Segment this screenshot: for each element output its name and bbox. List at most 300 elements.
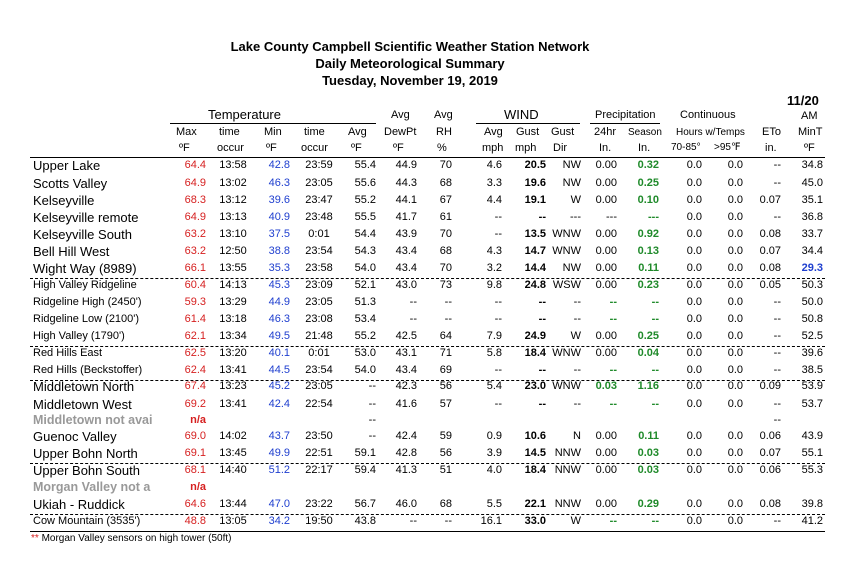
cell-mint: 53.7 <box>801 398 823 410</box>
station-name: Ridgeline High (2450') <box>33 296 142 308</box>
cell-h95: 0.0 <box>727 262 743 274</box>
cell-rh: 56 <box>439 447 452 459</box>
cell-season: 0.25 <box>637 330 659 342</box>
cell-rh: 70 <box>439 262 452 274</box>
cell-mint: 50.3 <box>801 279 823 291</box>
cell-wavg: 4.6 <box>486 159 502 171</box>
cell-dew: -- <box>409 313 417 325</box>
cell-rh: 73 <box>439 279 452 291</box>
cell-h95: 0.0 <box>727 380 743 392</box>
station-name: Ridgeline Low (2100') <box>33 313 140 325</box>
cell-season: -- <box>651 296 659 308</box>
table-row <box>0 479 860 496</box>
unit-gust: mph <box>515 142 537 154</box>
cell-wavg: 9.8 <box>486 279 502 291</box>
cell-max: 64.6 <box>184 498 206 510</box>
col-24hr: 24hr <box>594 126 617 138</box>
cell-tmin: 23:09 <box>305 279 333 291</box>
cell-tmax: 13:58 <box>219 159 247 171</box>
col-wind-avg: Avg <box>484 126 503 138</box>
cell-min: 42.4 <box>268 398 290 410</box>
cell-h95: 0.0 <box>727 279 743 291</box>
cell-tmin: 23:54 <box>305 245 333 257</box>
station-name: Cow Mountain (3535') <box>33 515 141 527</box>
unit-time-max: occur <box>217 142 244 154</box>
table-row <box>0 260 860 277</box>
col-time-max: time <box>219 126 240 138</box>
table-row <box>0 311 860 328</box>
temperature-header: Temperature <box>208 107 281 122</box>
table-row <box>0 496 860 513</box>
cell-gust: 24.8 <box>524 279 546 291</box>
unit-min: ºF <box>266 142 277 154</box>
cell-h70: 0.0 <box>686 515 702 527</box>
cell-avg: 51.3 <box>354 296 376 308</box>
cell-min: 35.3 <box>268 262 290 274</box>
col-max: Max <box>176 126 197 138</box>
cell-max: 69.0 <box>184 430 206 442</box>
cell-h70: 0.0 <box>686 347 702 359</box>
cell-dew: 44.3 <box>395 177 417 189</box>
cell-gust: 24.9 <box>524 330 546 342</box>
cell-p24: -- <box>609 296 617 308</box>
mint-date-header: 11/20 <box>787 93 819 108</box>
cell-dew: 41.6 <box>395 398 417 410</box>
cell-min: 42.8 <box>268 159 290 171</box>
cell-p24: 0.00 <box>595 347 617 359</box>
cell-wavg: 0.9 <box>486 430 502 442</box>
cell-max: 62.5 <box>184 347 206 359</box>
cell-rh: 67 <box>439 194 452 206</box>
cell-wavg: -- <box>494 228 502 240</box>
cell-min: 44.9 <box>268 296 290 308</box>
cell-tmax: 13:20 <box>219 347 247 359</box>
cell-h95: 0.0 <box>727 245 743 257</box>
cell-dew: 42.5 <box>395 330 417 342</box>
cell-max: 63.2 <box>184 245 206 257</box>
footnote <box>31 533 231 544</box>
cell-h70: 0.0 <box>686 228 702 240</box>
cell-dew: 44.9 <box>395 159 417 171</box>
cell-eto: -- <box>773 398 781 410</box>
cell-eto: -- <box>773 296 781 308</box>
station-name: High Valley (1790') <box>33 330 125 342</box>
cell-tmin: 23:58 <box>305 262 333 274</box>
cell-avg: 54.0 <box>354 364 376 376</box>
cell-tmax: 13:55 <box>219 262 247 274</box>
unit-70-85: 70-85° <box>671 142 701 153</box>
cell-h95: 0.0 <box>727 211 743 223</box>
report-titles <box>0 38 820 89</box>
cell-rh: 57 <box>439 398 452 410</box>
cell-p24: 0.00 <box>595 464 617 476</box>
cell-tmax: 13:12 <box>219 194 247 206</box>
cell-gdir: WNW <box>552 380 581 392</box>
cell-gdir: NW <box>562 159 581 171</box>
cell-avg: 56.7 <box>354 498 376 510</box>
cell-mint: 43.9 <box>801 430 823 442</box>
cell-tmax: 13:44 <box>219 498 247 510</box>
cell-max: 62.4 <box>184 364 206 376</box>
unit-time-min: occur <box>301 142 328 154</box>
cell-mint: 41.2 <box>801 515 823 527</box>
cell-mint: 53.9 <box>801 380 823 392</box>
cell-p24: 0.00 <box>595 228 617 240</box>
cell-h95: 0.0 <box>727 515 743 527</box>
wind-header: WIND <box>504 107 539 122</box>
station-name: Middletown not avai <box>33 413 153 427</box>
cell-season: 0.11 <box>638 262 659 274</box>
cell-season: 0.04 <box>637 347 659 359</box>
cell-tmax: 13:41 <box>219 364 247 376</box>
report-title: Lake County Campbell Scientific Weather Station Network <box>230 39 590 54</box>
cell-max: 63.2 <box>184 228 206 240</box>
precipitation-header: Precipitation <box>595 109 656 121</box>
cell-min: 49.9 <box>268 447 290 459</box>
cell-rh: 68 <box>439 245 452 257</box>
station-name: Kelseyville remote <box>33 210 139 225</box>
cell-avg: 59.1 <box>354 447 376 459</box>
cell-h95: 0.0 <box>727 330 743 342</box>
station-name: Middletown West <box>33 397 132 412</box>
cell-wavg: 16.1 <box>480 515 502 527</box>
cell-mint: 36.8 <box>801 211 823 223</box>
cell-min: 40.9 <box>268 211 290 223</box>
cell-tmin: 23:59 <box>305 159 333 171</box>
cell-h70: 0.0 <box>686 330 702 342</box>
cell-wavg: 4.3 <box>486 245 502 257</box>
cell-wavg: 5.4 <box>486 380 502 392</box>
cell-h70: 0.0 <box>686 313 702 325</box>
cell-season: -- <box>651 313 659 325</box>
cell-tmin: 23:48 <box>305 211 333 223</box>
cell-avg: 55.2 <box>354 330 376 342</box>
station-name: Upper Bohn South <box>33 463 140 478</box>
cell-dew: 46.0 <box>395 498 417 510</box>
cell-wavg: 4.4 <box>486 194 502 206</box>
cell-h95: 0.0 <box>727 313 743 325</box>
cell-max: 69.2 <box>184 398 206 410</box>
cell-tmax: 13:13 <box>219 211 247 223</box>
cell-min: 49.5 <box>268 330 290 342</box>
cell-gdir: W <box>570 515 581 527</box>
cell-min: 43.7 <box>268 430 290 442</box>
cell-tmin: 23:50 <box>305 430 333 442</box>
cell-gust: -- <box>538 211 546 223</box>
cell-p24: -- <box>609 364 617 376</box>
col-mint: MinT <box>798 126 823 138</box>
station-name: Wight Way (8989) <box>33 261 137 276</box>
col-rh: RH <box>436 126 452 138</box>
cell-p24: 0.00 <box>595 498 617 510</box>
table-row <box>0 277 860 294</box>
col-eto: ETo <box>762 126 781 138</box>
footnote-text: Morgan Valley sensors on high tower (50ft) <box>38 533 232 544</box>
cell-p24: --- <box>606 211 617 223</box>
continuous-header: Continuous <box>680 109 736 121</box>
cell-rh: 61 <box>439 211 452 223</box>
cell-h70: 0.0 <box>686 194 702 206</box>
table-row <box>0 396 860 413</box>
cell-avg: 52.1 <box>354 279 376 291</box>
cell-wavg: -- <box>494 398 502 410</box>
cell-eto: 0.08 <box>759 262 781 274</box>
cell-h95: 0.0 <box>727 347 743 359</box>
table-bottom-rule <box>30 531 825 532</box>
cell-avg: 54.0 <box>354 262 376 274</box>
cell-dew: 43.4 <box>395 262 417 274</box>
cell-tmax: 13:10 <box>219 228 247 240</box>
cell-p24: 0.00 <box>595 177 617 189</box>
cell-min: 46.3 <box>268 177 290 189</box>
cell-p24: 0.00 <box>595 279 617 291</box>
cell-h95: 0.0 <box>727 447 743 459</box>
cell-eto: 0.07 <box>759 245 781 257</box>
cell-eto: -- <box>773 364 781 376</box>
cell-mint: 29.3 <box>801 262 823 274</box>
cell-gust: 10.6 <box>524 430 546 442</box>
cell-max: 62.1 <box>184 330 206 342</box>
cell-h70: 0.0 <box>686 245 702 257</box>
cell-tmin: 22:51 <box>305 447 333 459</box>
cell-tmax: 13:02 <box>219 177 247 189</box>
cell-tmax: 13:29 <box>219 296 247 308</box>
cell-wavg: 3.9 <box>486 447 502 459</box>
cell-eto: 0.06 <box>759 430 781 442</box>
cell-max: 61.4 <box>184 313 206 325</box>
avg-rh-header: Avg <box>434 109 453 121</box>
cell-gdir: WNW <box>552 245 581 257</box>
col-gust-dir: Gust <box>551 126 575 138</box>
cell-tmax: 14:40 <box>219 464 247 476</box>
station-name: Upper Lake <box>33 158 101 173</box>
cell-min: 51.2 <box>268 464 290 476</box>
cell-gdir: --- <box>570 211 581 223</box>
mint-am-header: AM <box>801 110 818 122</box>
col-dewpt: DewPt <box>384 126 417 138</box>
cell-min: 45.2 <box>268 380 290 392</box>
cell-tmin: 22:54 <box>305 398 333 410</box>
cell-eto: -- <box>773 159 781 171</box>
cell-max: n/a <box>190 414 206 426</box>
cell-min: 46.3 <box>268 313 290 325</box>
station-name: Kelseyville South <box>33 227 132 242</box>
cell-h70: 0.0 <box>686 296 702 308</box>
cell-wavg: 3.2 <box>486 262 502 274</box>
cell-rh: 64 <box>439 330 452 342</box>
cell-tmin: 23:05 <box>305 177 333 189</box>
cell-season: 0.03 <box>637 464 659 476</box>
cell-p24: 0.00 <box>595 194 617 206</box>
cell-max: 69.1 <box>184 447 206 459</box>
precipitation-underline <box>590 123 660 124</box>
cell-dew: 44.1 <box>395 194 417 206</box>
cell-max: 68.3 <box>184 194 206 206</box>
cell-dew: 42.4 <box>395 430 417 442</box>
cell-mint: 39.6 <box>801 347 823 359</box>
cell-rh: 59 <box>439 430 452 442</box>
table-row <box>0 378 860 395</box>
cell-dew: 41.3 <box>395 464 417 476</box>
cell-h70: 0.0 <box>686 464 702 476</box>
cell-tmax: 13:34 <box>219 330 247 342</box>
cell-wavg: -- <box>494 296 502 308</box>
cell-season: 1.16 <box>637 380 659 392</box>
cell-eto: -- <box>773 347 781 359</box>
cell-h70: 0.0 <box>686 279 702 291</box>
cell-avg: -- <box>368 398 376 410</box>
table-row <box>0 513 860 530</box>
col-hours-w-temps: Hours w/Temps <box>676 127 745 138</box>
cell-tmin: 23:05 <box>305 296 333 308</box>
cell-avg: 55.4 <box>354 159 376 171</box>
station-name: Red Hills (Beckstoffer) <box>33 364 143 376</box>
cell-gdir: NNW <box>554 464 581 476</box>
cell-avg: 54.3 <box>354 245 376 257</box>
cell-p24: 0.00 <box>595 447 617 459</box>
cell-tmin: 0:01 <box>308 228 330 240</box>
cell-min: 45.3 <box>268 279 290 291</box>
cell-avg: 55.5 <box>354 211 376 223</box>
cell-gust: 13.5 <box>524 228 546 240</box>
cell-eto: -- <box>773 313 781 325</box>
cell-rh: 70 <box>439 228 452 240</box>
cell-avg: 53.4 <box>354 313 376 325</box>
cell-dew: 42.3 <box>395 380 417 392</box>
report-date: Tuesday, November 19, 2019 <box>322 73 498 88</box>
cell-p24: 0.00 <box>595 330 617 342</box>
table-row <box>0 226 860 243</box>
cell-wavg: -- <box>494 313 502 325</box>
cell-p24: 0.00 <box>595 262 617 274</box>
cell-dew: -- <box>409 515 417 527</box>
unit-avg-temp: ºF <box>351 142 362 154</box>
cell-eto: 0.08 <box>759 228 781 240</box>
unit-gust-dir: Dir <box>553 142 568 154</box>
col-time-min: time <box>304 126 325 138</box>
table-row <box>0 294 860 311</box>
wind-underline <box>476 123 580 124</box>
col-min: Min <box>264 126 282 138</box>
cell-max: 68.1 <box>184 464 206 476</box>
station-name: Upper Bohn North <box>33 446 138 461</box>
cell-rh: -- <box>444 313 452 325</box>
cell-eto: -- <box>773 330 781 342</box>
cell-eto: 0.06 <box>759 464 781 476</box>
cell-gust: -- <box>538 398 546 410</box>
cell-p24: 0.00 <box>595 159 617 171</box>
cell-eto: -- <box>773 177 781 189</box>
cell-max: 60.4 <box>184 279 206 291</box>
cell-h70: 0.0 <box>686 498 702 510</box>
cell-p24: 0.00 <box>595 245 617 257</box>
cell-season: 0.03 <box>637 447 659 459</box>
cell-gdir: -- <box>573 313 581 325</box>
table-row <box>0 345 860 362</box>
unit-over-95: >95℉ <box>714 142 741 153</box>
cell-mint: 52.5 <box>801 330 823 342</box>
table-row <box>0 157 860 174</box>
table-row <box>0 462 860 479</box>
cell-mint: 45.0 <box>801 177 823 189</box>
cell-gdir: N <box>573 430 581 442</box>
cell-mint: 39.8 <box>801 498 823 510</box>
cell-tmax: 13:05 <box>219 515 247 527</box>
cell-tmax: 14:02 <box>219 430 247 442</box>
cell-min: 37.5 <box>268 228 290 240</box>
cell-gust: 19.1 <box>524 194 546 206</box>
station-name: Ukiah - Ruddick <box>33 497 125 512</box>
unit-rh: % <box>437 142 447 154</box>
cell-rh: 68 <box>439 177 452 189</box>
cell-p24: -- <box>609 398 617 410</box>
table-row <box>0 362 860 379</box>
cell-season: -- <box>651 364 659 376</box>
cell-max: n/a <box>190 481 206 493</box>
col-season: Season <box>628 127 662 138</box>
cell-max: 48.8 <box>184 515 206 527</box>
cell-h95: 0.0 <box>727 228 743 240</box>
cell-tmax: 14:13 <box>219 279 247 291</box>
cell-mint: 55.1 <box>801 447 823 459</box>
cell-eto: 0.05 <box>759 279 781 291</box>
cell-h95: 0.0 <box>727 464 743 476</box>
cell-season: -- <box>651 515 659 527</box>
cell-gdir: WSW <box>552 279 581 291</box>
cell-mint: 33.7 <box>801 228 823 240</box>
unit-max: ºF <box>179 142 190 154</box>
station-name: Middletown North <box>33 379 135 394</box>
table-row <box>0 428 860 445</box>
cell-dew: 43.9 <box>395 228 417 240</box>
cell-gdir: WNW <box>552 228 581 240</box>
table-row <box>0 192 860 209</box>
cell-eto: 0.09 <box>759 380 781 392</box>
cell-eto: 0.07 <box>759 194 781 206</box>
col-avg-temp: Avg <box>348 126 367 138</box>
cell-h70: 0.0 <box>686 159 702 171</box>
cell-season: 0.29 <box>637 498 659 510</box>
station-name: Red Hills East <box>33 347 103 359</box>
cell-avg: 55.2 <box>354 194 376 206</box>
cell-season: 0.23 <box>637 279 659 291</box>
cell-min: 38.8 <box>268 245 290 257</box>
cell-h95: 0.0 <box>727 177 743 189</box>
cell-gust: 22.1 <box>524 498 546 510</box>
cell-gust: -- <box>538 313 546 325</box>
cell-wavg: -- <box>494 211 502 223</box>
table-row <box>0 328 860 345</box>
cell-dew: 43.1 <box>395 347 417 359</box>
cell-gdir: W <box>570 330 581 342</box>
cell-max: 64.9 <box>184 177 206 189</box>
cell-gdir: NW <box>562 177 581 189</box>
cell-h95: 0.0 <box>727 159 743 171</box>
unit-eto: in. <box>765 142 777 154</box>
cell-wavg: 5.5 <box>486 498 502 510</box>
cell-tmin: 19:50 <box>305 515 333 527</box>
station-name: Bell Hill West <box>33 244 110 259</box>
cell-avg: 55.6 <box>354 177 376 189</box>
cell-tmax: 13:18 <box>219 313 247 325</box>
cell-p24: -- <box>609 313 617 325</box>
cell-rh: 68 <box>439 498 452 510</box>
unit-season: In. <box>638 142 651 154</box>
station-name: High Valley Ridgeline <box>33 279 137 291</box>
col-gust: Gust <box>516 126 540 138</box>
cell-rh: -- <box>444 296 452 308</box>
temperature-underline <box>170 123 376 124</box>
